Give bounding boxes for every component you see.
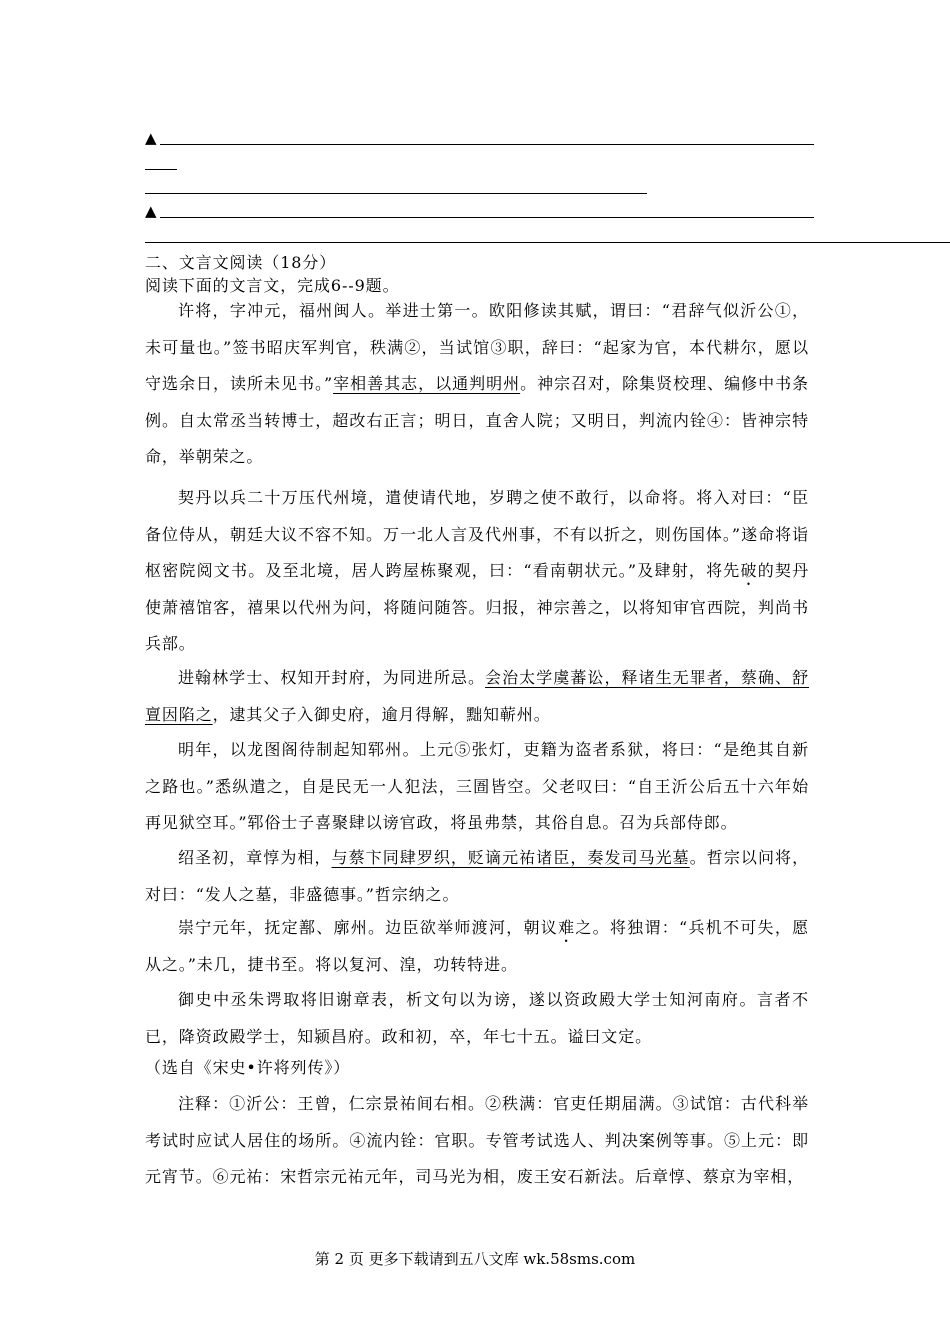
- answer-line-3: [145, 193, 647, 194]
- underlined-sentence-1: 宰相善其志，以通判明州: [333, 374, 521, 393]
- passage-notes: 注释：①沂公：王曾，仁宗景祐间右相。②秩满：官吏任期届满。③试馆：古代科举考试时应试人居住的场所。④流内铨：官职。专管考试选人、判决案例等事。⑤上元：即元宵节。⑥元祐：宋哲宗元祐元年，司马光为相，废王安石新法。后章惇、蔡京为宰相，: [145, 1094, 809, 1186]
- answer-marker-2: ▲: [145, 202, 157, 220]
- passage-paragraph-3: 进翰林学士、权知开封府，为同进所忌。会治太学虞蕃讼，释诸生无罪者，蔡确、舒亶因陷之，逮其父子入御史府，逾月得解，黜知蕲州。: [145, 668, 809, 724]
- passage-paragraph-5: 绍圣初，章惇为相，与蔡卞同肆罗织，贬谪元祐诸臣，奏发司马光墓。哲宗以问将，对曰：“发人之墓，非盛德事。”哲宗纳之。: [145, 848, 809, 904]
- passage-paragraph-7: 御史中丞朱谔取将旧谢章表，析文句以为谤，遂以资政殿大学士知河南府。言者不已，降资政殿学士，知颍昌府。政和初，卒，年七十五。谥曰文定。: [145, 990, 809, 1046]
- passage-source: （选自《宋史•许将列传》）: [145, 1058, 351, 1077]
- passage-paragraph-4: 明年，以龙图阁待制起知郓州。上元⑤张灯，吏籍为盗者系狱，将曰：“是绝其自新之路也。”悉纵遣之，自是民无一人犯法，三圄皆空。父老叹曰：“自王沂公后五十六年始再见狱空耳。”郓俗士子喜聚肆以谤官政，将虽弗禁，其俗自息。召为兵部侍郎。: [145, 740, 809, 832]
- dotted-word-nan: 难: [558, 918, 576, 937]
- answer-line-5: [145, 242, 950, 243]
- section-instruction: 阅读下面的文言文，完成6--9题。: [145, 276, 400, 295]
- dotted-word-po: 破: [740, 561, 758, 580]
- passage-paragraph-2: 契丹以兵二十万压代州境，遣使请代地，岁聘之使不敢行，以命将。将入对曰：“臣备位侍从，朝廷大议不容不知。万一北人言及代州事，不有以折之，则伤国体。”遂命将诣枢密院阅文书。及至北境，居人跨屋栋聚观，曰：“看南朝状元。”及肆射，将先破的契丹使萧禧馆客，禧果以代州为问，将随问随答。归报，神宗善之，以将知审官西院，判尚书兵部。: [145, 488, 809, 653]
- answer-line-4: [160, 217, 814, 218]
- answer-line-2: [145, 169, 177, 170]
- passage-paragraph-1: 许将，字冲元，福州闽人。举进士第一。欧阳修读其赋，谓曰：“君辞气似沂公①，未可量也。”签书昭庆军判官，秩满②，当试馆③职，辞曰：“起家为官，本代耕尔，愿以守选余日，读所未见书。”宰相善其志，以通判明州。神宗召对，除集贤校理、编修中书条例。自太常丞当转博士，超改右正言；明日，直舍人院；又明日，判流内铨④：皆神宗特命，举朝荣之。: [145, 301, 809, 466]
- answer-line-1: [160, 144, 814, 145]
- underlined-sentence-3: 与蔡卞同肆罗织，贬谪元祐诸臣，奏发司马光墓: [331, 848, 690, 867]
- passage-paragraph-6: 崇宁元年，抚定鄯、廓州。边臣欲举师渡河，朝议难之。将独谓：“兵机不可失，愿从之。”未几，捷书至。将以复河、湟，功转特进。: [145, 918, 809, 974]
- underlined-sentence-2: 会治太学虞蕃讼，释诸生无罪者，蔡确、舒亶因陷之: [145, 668, 809, 724]
- section-title: 二、文言文阅读（18分）: [145, 253, 337, 272]
- page-footer: 第 2 页 更多下载请到五八文库 wk.58sms.com: [314, 1250, 636, 1268]
- answer-marker-1: ▲: [145, 129, 157, 147]
